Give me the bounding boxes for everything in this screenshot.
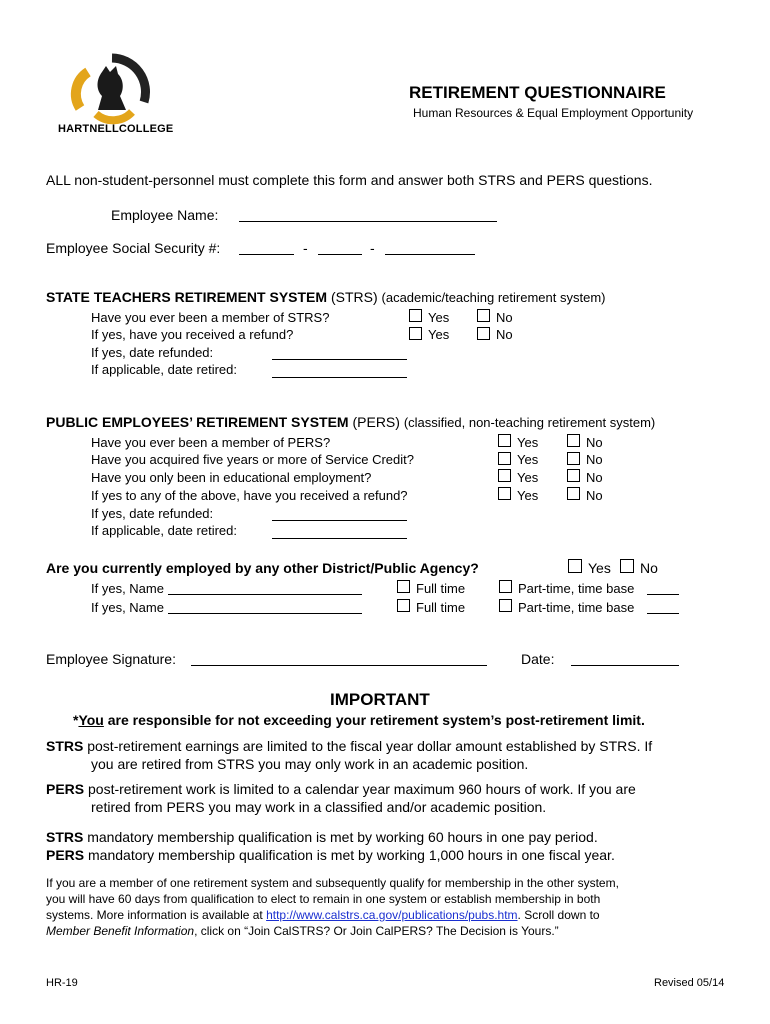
- signature-field[interactable]: [191, 665, 487, 666]
- pers-q4-no-label: No: [586, 488, 603, 503]
- pers-question-2: Have you acquired five years or more of Service Credit?: [91, 452, 414, 467]
- other-no-label: No: [640, 560, 658, 576]
- strs-membership-text: mandatory membership qualification is met by working 60 hours in one pay period.: [83, 829, 598, 845]
- pers-q2-no-label: No: [586, 452, 603, 467]
- strs-q1-yes-label: Yes: [428, 310, 450, 325]
- other-name-label-1: If yes, Name: [91, 581, 164, 596]
- other-name-field-1[interactable]: [168, 594, 362, 595]
- employee-name-field[interactable]: [239, 221, 497, 222]
- info-text: systems. More information is available at: [46, 908, 267, 922]
- pers-limit-text: post-retirement work is limited to a calendar year maximum 960 hours of work. If you are: [84, 781, 636, 797]
- other-name-field-2[interactable]: [168, 613, 362, 614]
- time-base-field-1[interactable]: [647, 594, 679, 595]
- strs-q2-no-checkbox[interactable]: [477, 327, 490, 340]
- strs-heading-abbr: (STRS): [330, 289, 378, 305]
- info-text: . Scroll down to: [517, 908, 600, 922]
- part-time-label-2: Part-time, time base: [518, 600, 635, 615]
- pers-q1-no-checkbox[interactable]: [567, 434, 580, 447]
- pers-q2-no-checkbox[interactable]: [567, 452, 580, 465]
- pers-question-1: Have you ever been a member of PERS?: [91, 435, 331, 450]
- pers-date-refunded-label: If yes, date refunded:: [91, 506, 214, 521]
- pers-q3-yes-checkbox[interactable]: [498, 469, 511, 482]
- strs-membership: [46, 829, 598, 845]
- full-time-label-2: Full time: [416, 600, 466, 615]
- strs-date-retired-label: If applicable, date retired:: [91, 362, 237, 377]
- ssn-label: Employee Social Security #:: [46, 240, 221, 256]
- pers-heading-note: (classified, non-teaching retirement system): [403, 415, 656, 430]
- pers-abbr: PERS: [46, 847, 85, 863]
- strs-limit-line-1: [46, 738, 652, 754]
- info-paragraph-line-3: [46, 908, 600, 922]
- pers-heading: [46, 414, 655, 430]
- calstrs-link[interactable]: http://www.calstrs.ca.gov/publications/pubs.htm: [266, 908, 518, 922]
- info-text: , click on “Join CalSTRS? Or Join CalPERS? The Decision is Yours.”: [194, 924, 559, 938]
- strs-q2-yes-label: Yes: [428, 327, 450, 342]
- pers-abbr: PERS: [46, 781, 85, 797]
- strs-abbr: STRS: [46, 738, 84, 754]
- pers-q4-no-checkbox[interactable]: [567, 487, 580, 500]
- pers-q4-yes-checkbox[interactable]: [498, 487, 511, 500]
- strs-limit-line-2: you are retired from STRS you may only work in an academic position.: [91, 756, 529, 772]
- full-time-label-1: Full time: [416, 581, 466, 596]
- full-time-checkbox-2[interactable]: [397, 599, 410, 612]
- pers-limit-line-1: [46, 781, 636, 797]
- other-name-label-2: If yes, Name: [91, 600, 164, 615]
- pers-heading-bold: PUBLIC EMPLOYEES’ RETIREMENT SYSTEM: [46, 414, 349, 430]
- signature-label: Employee Signature:: [46, 651, 176, 667]
- other-no-checkbox[interactable]: [620, 559, 634, 573]
- pers-q2-yes-checkbox[interactable]: [498, 452, 511, 465]
- hartnell-logo: [52, 50, 174, 140]
- full-time-checkbox-1[interactable]: [397, 580, 410, 593]
- strs-q1-no-checkbox[interactable]: [477, 309, 490, 322]
- important-note: [73, 712, 645, 728]
- other-agency-question: Are you currently employed by any other District/Public Agency?: [46, 560, 479, 576]
- college-name: HARTNELLCOLLEGE: [58, 123, 174, 135]
- strs-question-1: Have you ever been a member of STRS?: [91, 310, 330, 325]
- pers-heading-abbr: (PERS): [352, 414, 400, 430]
- other-yes-label: Yes: [588, 560, 611, 576]
- info-paragraph-line-2: you will have 60 days from qualification to elect to remain in one system or establish membership in both: [46, 892, 601, 906]
- strs-date-refunded-label: If yes, date refunded:: [91, 345, 214, 360]
- part-time-checkbox-1[interactable]: [499, 580, 512, 593]
- pers-q1-yes-label: Yes: [517, 435, 539, 450]
- date-field[interactable]: [571, 665, 679, 666]
- note-star: *: [73, 712, 79, 728]
- pers-membership-text: mandatory membership qualification is met by working 1,000 hours in one fiscal year.: [84, 847, 615, 863]
- strs-heading-bold: STATE TEACHERS RETIREMENT SYSTEM: [46, 289, 328, 305]
- ssn-separator: -: [370, 240, 375, 256]
- ssn-field-3[interactable]: [385, 254, 475, 255]
- pers-q1-yes-checkbox[interactable]: [498, 434, 511, 447]
- pers-q4-yes-label: Yes: [517, 488, 539, 503]
- pers-q3-no-label: No: [586, 470, 603, 485]
- ssn-separator: -: [303, 240, 308, 256]
- strs-question-2: If yes, have you received a refund?: [91, 327, 294, 342]
- pers-q2-yes-label: Yes: [517, 452, 539, 467]
- info-paragraph-line-4: [46, 924, 559, 938]
- note-rest: are responsible for not exceeding your retirement system’s post-retirement limit.: [103, 712, 645, 728]
- employee-name-label: Employee Name:: [111, 207, 219, 223]
- part-time-checkbox-2[interactable]: [499, 599, 512, 612]
- strs-q2-no-label: No: [496, 327, 513, 342]
- strs-q1-yes-checkbox[interactable]: [409, 309, 422, 322]
- strs-date-refunded-field[interactable]: [272, 359, 407, 360]
- pers-question-3: Have you only been in educational employment?: [91, 470, 372, 485]
- strs-q1-no-label: No: [496, 310, 513, 325]
- pers-date-refunded-field[interactable]: [272, 520, 407, 521]
- page-title: RETIREMENT QUESTIONNAIRE: [409, 83, 666, 102]
- note-you: You: [78, 712, 104, 728]
- pers-q3-yes-label: Yes: [517, 470, 539, 485]
- pers-date-retired-label: If applicable, date retired:: [91, 523, 237, 538]
- ssn-field-1[interactable]: [239, 254, 294, 255]
- ssn-field-2[interactable]: [318, 254, 362, 255]
- strs-heading: [46, 289, 606, 305]
- strs-limit-text: post-retirement earnings are limited to the fiscal year dollar amount established by STRS. If: [83, 738, 653, 754]
- pers-membership: [46, 847, 615, 863]
- pers-limit-line-2: retired from PERS you may work in a classified and/or academic position.: [91, 799, 547, 815]
- info-paragraph-line-1: If you are a member of one retirement system and subsequently qualify for membership in the other system,: [46, 876, 619, 890]
- pers-date-retired-field[interactable]: [272, 538, 407, 539]
- time-base-field-2[interactable]: [647, 613, 679, 614]
- pers-q3-no-checkbox[interactable]: [567, 469, 580, 482]
- form-id: HR-19: [46, 977, 78, 989]
- strs-date-retired-field[interactable]: [272, 377, 407, 378]
- strs-abbr: STRS: [46, 829, 84, 845]
- date-label: Date:: [521, 651, 555, 667]
- other-yes-checkbox[interactable]: [568, 559, 582, 573]
- member-benefit-text: Member Benefit Information: [46, 924, 195, 938]
- strs-q2-yes-checkbox[interactable]: [409, 327, 422, 340]
- pers-question-4: If yes to any of the above, have you received a refund?: [91, 488, 408, 503]
- strs-heading-note: (academic/teaching retirement system): [381, 290, 606, 305]
- important-title: IMPORTANT: [330, 690, 430, 709]
- part-time-label-1: Part-time, time base: [518, 581, 635, 596]
- pers-q1-no-label: No: [586, 435, 603, 450]
- intro-text: ALL non-student-personnel must complete this form and answer both STRS and PERS questions.: [46, 172, 653, 188]
- revised-date: Revised 05/14: [654, 977, 725, 989]
- page-subtitle: Human Resources & Equal Employment Opportunity: [413, 106, 694, 120]
